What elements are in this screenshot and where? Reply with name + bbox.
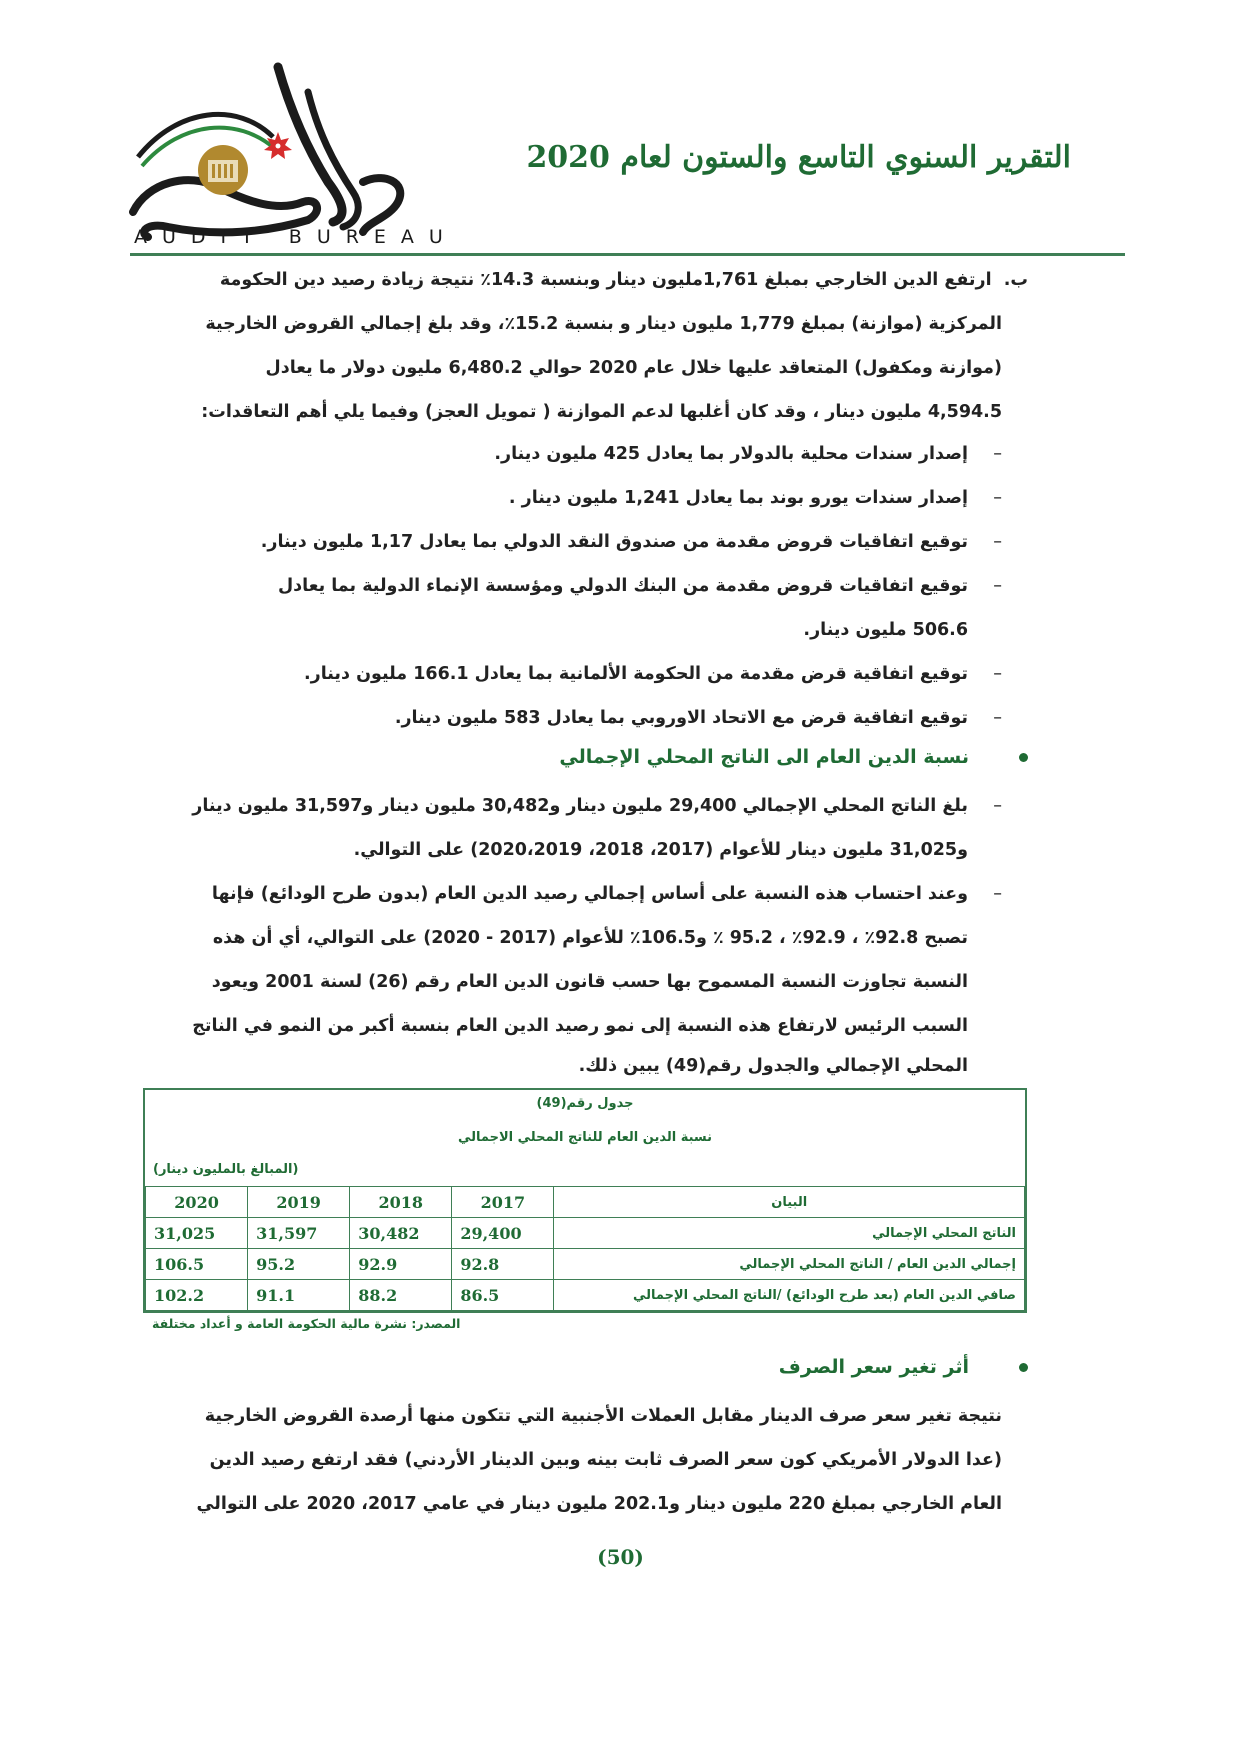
table-unit: (المبالغ بالمليون دينار) — [153, 1162, 299, 1177]
section-heading-debt-gdp: نسبة الدين العام الى الناتج المحلي الإجمالي — [559, 746, 1028, 768]
fx-line: (عدا الدولار الأمريكي كون سعر الصرف ثابت بينه وبين الدينار الأردني) فقد ارتفع رصيد الدين — [209, 1450, 1002, 1470]
table-cell: 88.2 — [350, 1280, 452, 1311]
contract-item: –توقيع اتفاقيات قروض مقدمة من البنك الدولي ومؤسسة الإنماء الدولية بما يعادل — [150, 564, 1002, 608]
section-b-line: (موازنة ومكفول) المتعاقد عليها خلال عام 2020 حوالي 6,480.2 مليون دولار ما يعادل — [265, 358, 1002, 378]
dash-marker: – — [993, 576, 1002, 596]
gdp-ratio-item: –وعند احتساب هذه النسبة على أساس إجمالي رصيد الدين العام (بدون طرح الودائع) فإنها — [150, 872, 1002, 916]
section-heading-exchange-rate: أثر تغير سعر الصرف — [779, 1356, 1028, 1378]
table-cell: 31,597 — [248, 1218, 350, 1249]
header-divider — [130, 253, 1125, 256]
column-header-year: 2017 — [452, 1187, 554, 1218]
bullet-icon — [1019, 1363, 1028, 1372]
section-b-line: المركزية (موازنة) بمبلغ 1,779 مليون دينار و بنسبة 15.2٪، وقد بلغ إجمالي القروض الخارجية — [205, 314, 1002, 334]
contract-item: –توقيع اتفاقية قرض مع الاتحاد الاوروبي بما يعادل 583 مليون دينار. — [395, 696, 1002, 740]
fx-line: العام الخارجي بمبلغ 220 مليون دينار و202.1 مليون دينار في عامي 2017، 2020 على التوالي — [196, 1494, 1002, 1514]
logo-english-text: AUDIT BUREAU — [134, 226, 458, 248]
table-cell: 92.8 — [452, 1249, 554, 1280]
table-49 — [143, 1088, 1027, 1313]
table-row — [146, 1280, 1025, 1311]
table-cell: 31,025 — [146, 1218, 248, 1249]
section-b-line: 4,594.5 مليون دينار ، وقد كان أغلبها لدعم الموازنة ( تمويل العجز) وفيما يلي أهم التعاقدات: — [201, 402, 1002, 422]
dash-marker: – — [993, 532, 1002, 552]
table-source: المصدر: نشرة مالية الحكومة العامة و أعداد مختلفة — [152, 1316, 461, 1331]
table-cell: 30,482 — [350, 1218, 452, 1249]
audit-bureau-logo — [128, 62, 418, 252]
page-header — [0, 0, 1241, 255]
table-row — [146, 1218, 1025, 1249]
contract-item: –توقيع اتفاقيات قروض مقدمة من صندوق النقد الدولي بما يعادل 1,17 مليون دينار. — [261, 520, 1002, 564]
column-header-label: البيان — [554, 1187, 1025, 1218]
row-label: إجمالي الدين العام / الناتج المحلي الإجمالي — [554, 1249, 1025, 1280]
gdp-ratio-continuation: النسبة تجاوزت النسبة المسموح بها حسب قانون الدين العام رقم (26) لسنة 2001 ويعود — [211, 972, 968, 992]
dash-marker: – — [993, 664, 1002, 684]
table-cell: 102.2 — [146, 1280, 248, 1311]
dash-marker: – — [993, 796, 1002, 816]
table-cell: 92.9 — [350, 1249, 452, 1280]
gdp-ratio-continuation: السبب الرئيس لارتفاع هذه النسبة إلى نمو رصيد الدين العام بنسبة أكبر من النمو في الناتج — [192, 1016, 968, 1036]
table-header-row — [146, 1187, 1025, 1218]
section-b-marker: ب. — [1003, 270, 1028, 290]
gdp-item-continuation: و31,025 مليون دينار للأعوام (2017، 2018، 2020،2019) على التوالي. — [353, 840, 968, 860]
table-cell: 95.2 — [248, 1249, 350, 1280]
gdp-ratio-continuation: المحلي الإجمالي والجدول رقم(49) يبين ذلك. — [578, 1056, 968, 1076]
contract-item-continuation: 506.6 مليون دينار. — [803, 620, 968, 640]
report-title: التقرير السنوي التاسع والستون لعام 2020 — [526, 140, 1071, 175]
contract-item: –إصدار سندات يورو بوند بما يعادل 1,241 مليون دينار . — [509, 476, 1002, 520]
fx-line: نتيجة تغير سعر صرف الدينار مقابل العملات الأجنبية التي تتكون منها أرصدة القروض الخارجية — [204, 1406, 1002, 1426]
table-row — [146, 1249, 1025, 1280]
bullet-icon — [1019, 753, 1028, 762]
row-label: الناتج المحلي الإجمالي — [554, 1218, 1025, 1249]
contract-item: –توقيع اتفاقية قرض مقدمة من الحكومة الألمانية بما يعادل 166.1 مليون دينار. — [304, 652, 1002, 696]
debt-gdp-table — [145, 1186, 1025, 1311]
dash-marker: – — [993, 488, 1002, 508]
gdp-ratio-continuation: تصبح 92.8٪ ، 92.9٪ ، 95.2 ٪ و106.5٪ للأعوام (2017 - 2020) على التوالي، أي أن هذه — [212, 928, 968, 948]
section-b-line: ب. ارتفع الدين الخارجي بمبلغ 1,761مليون دينار وبنسبة 14.3٪ نتيجة زيادة رصيد دين الحكومة — [219, 270, 1028, 290]
contract-item: –إصدار سندات محلية بالدولار بما يعادل 425 مليون دينار. — [494, 432, 1002, 476]
dash-marker: – — [993, 708, 1002, 728]
table-cell: 106.5 — [146, 1249, 248, 1280]
dash-marker: – — [993, 884, 1002, 904]
calligraphy-stroke — [363, 178, 400, 232]
table-cell: 29,400 — [452, 1218, 554, 1249]
row-label: صافي الدين العام (بعد طرح الودائع) /الناتج المحلي الإجمالي — [554, 1280, 1025, 1311]
column-header-year: 2020 — [146, 1187, 248, 1218]
page-number: (50) — [597, 1545, 644, 1569]
gdp-item: –بلغ الناتج المحلي الإجمالي 29,400 مليون دينار و30,482 مليون دينار و31,597 مليون دينار — [150, 784, 1002, 828]
table-cell: 86.5 — [452, 1280, 554, 1311]
table-cell: 91.1 — [248, 1280, 350, 1311]
table-title: نسبة الدين العام للناتج المحلي الاجمالي — [457, 1130, 713, 1145]
column-header-year: 2019 — [248, 1187, 350, 1218]
dash-marker: – — [993, 444, 1002, 464]
column-header-year: 2018 — [350, 1187, 452, 1218]
table-caption — [145, 1090, 1025, 1186]
table-number: جدول رقم(49) — [536, 1096, 634, 1111]
